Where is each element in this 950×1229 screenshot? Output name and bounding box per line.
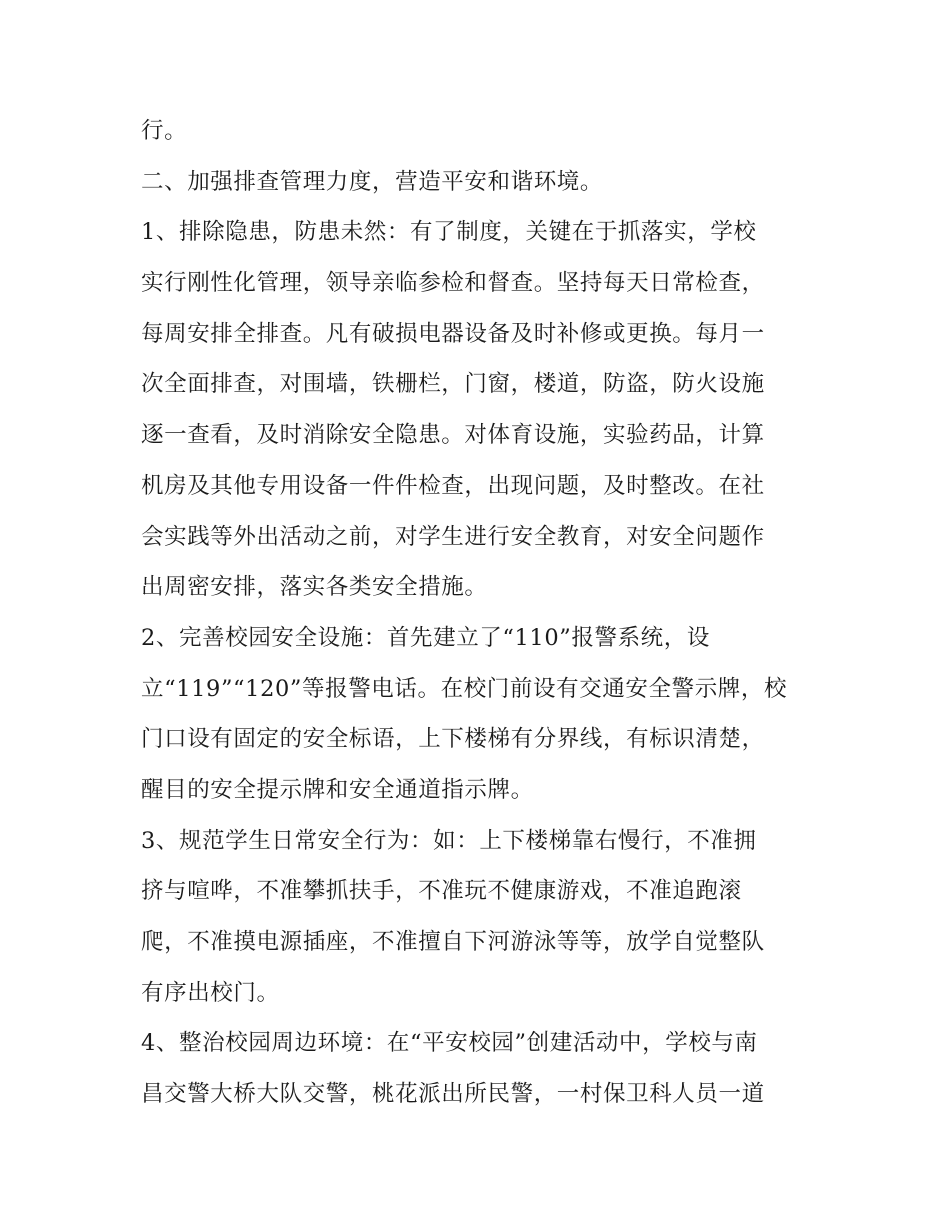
text-line: 次全面排查，对围墙，铁栅栏，门窗，楼道，防盗，防火设施 <box>141 371 765 398</box>
text-line: 爬，不准摸电源插座，不准擅自下河游泳等等，放学自觉整队 <box>141 929 765 955</box>
text-line: 醒目的安全提示牌和安全通道指示牌。 <box>141 776 534 803</box>
text-line: 2、完善校园安全设施：首先建立了“110”报警系统，设 <box>141 624 710 651</box>
text-line: 挤与喧哗，不准攀抓扶手，不准玩不健康游戏，不准追跑滚 <box>141 878 742 905</box>
text-line: 会实践等外出活动之前，对学生进行安全教育，对安全问题作 <box>141 523 765 550</box>
section-heading: 二、加强排查管理力度，营造平安和谐环境。 <box>141 168 604 195</box>
text-line: 1、排除隐患，防患未然：有了制度，关键在于抓落实，学校 <box>141 219 757 246</box>
text-line: 昌交警大桥大队交警，桃花派出所民警，一村保卫科人员一道 <box>141 1081 765 1108</box>
text-line: 每周安排全排查。凡有破损电器设备及时补修或更换。每月一 <box>141 320 765 347</box>
text-line: 门口设有固定的安全标语，上下楼梯有分界线，有标识清楚， <box>141 726 765 753</box>
text-line: 机房及其他专用设备一件件检查，出现问题，及时整改。在社 <box>141 472 765 499</box>
text-line: 行。 <box>141 118 188 144</box>
text-line: 4、整治校园周边环境：在“平安校园”创建活动中，学校与南 <box>141 1030 758 1057</box>
text-line: 立“119”“120”等报警电话。在校门前设有交通安全警示牌，校 <box>141 675 788 702</box>
text-line: 有序出校门。 <box>141 979 280 1006</box>
text-line: 出周密安排，落实各类安全措施。 <box>141 574 488 601</box>
text-line: 实行刚性化管理，领导亲临参检和督查。坚持每天日常检查， <box>141 270 765 297</box>
document-body <box>141 106 821 1120</box>
text-line: 逐一查看，及时消除安全隐患。对体育设施，实验药品，计算 <box>141 422 765 449</box>
text-line: 3、规范学生日常安全行为：如：上下楼梯靠右慢行，不准拥 <box>141 827 757 854</box>
